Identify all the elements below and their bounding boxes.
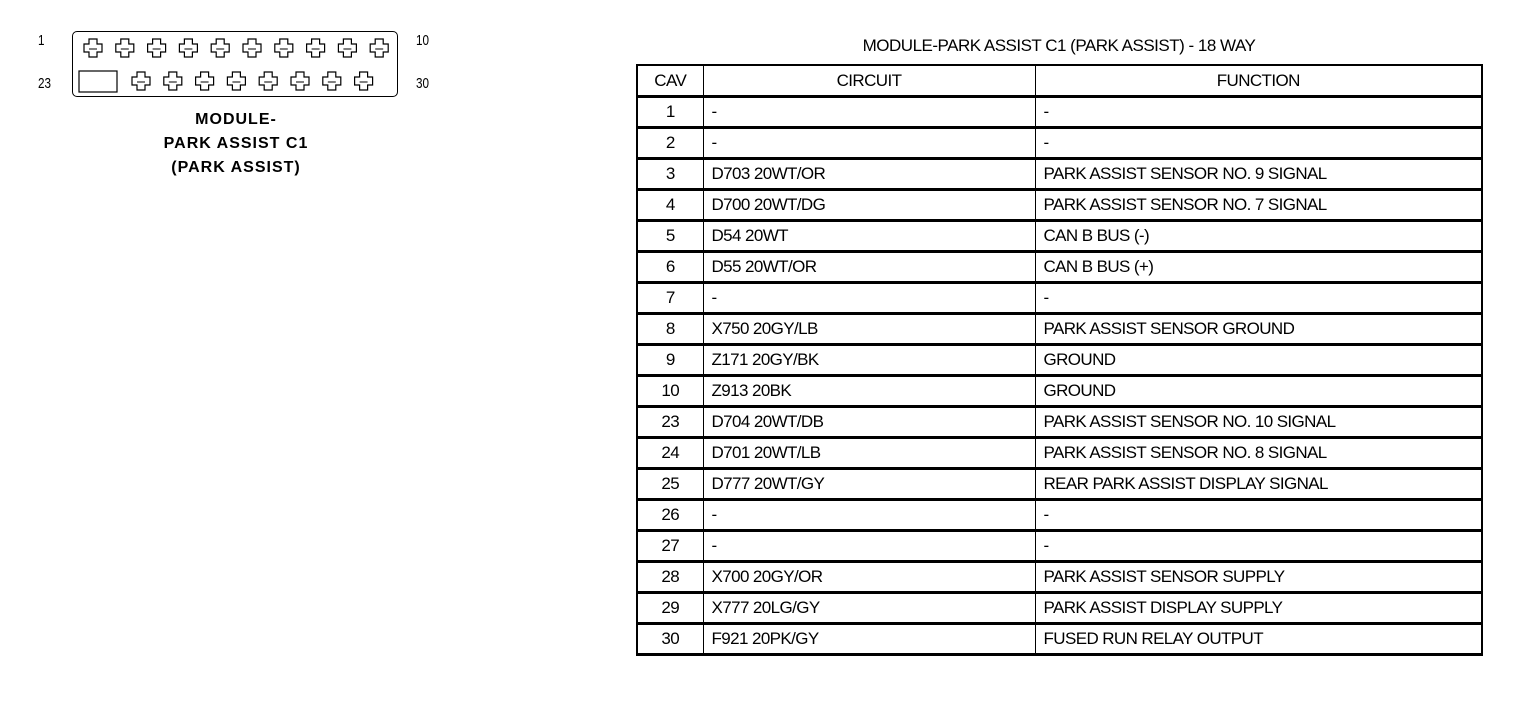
cav-cell: 1 xyxy=(637,97,703,128)
cross-cavity-icon xyxy=(370,39,388,57)
cav-cell: 25 xyxy=(637,469,703,500)
function-cell: - xyxy=(1035,531,1482,562)
caption-line-3: (PARK ASSIST) xyxy=(171,159,301,176)
cross-cavity-icon xyxy=(148,39,166,57)
circuit-cell: D704 20WT/DB xyxy=(703,407,1035,438)
function-cell: PARK ASSIST SENSOR NO. 9 SIGNAL xyxy=(1035,159,1482,190)
cross-cavity-icon xyxy=(243,39,261,57)
table-row xyxy=(637,345,1482,376)
function-cell: CAN B BUS (+) xyxy=(1035,252,1482,283)
cross-cavity-icon xyxy=(355,72,373,90)
cav-cell: 28 xyxy=(637,562,703,593)
function-cell: - xyxy=(1035,283,1482,314)
cross-cavity-icon xyxy=(307,39,325,57)
cav-cell: 3 xyxy=(637,159,703,190)
cross-cavity-icon xyxy=(132,72,150,90)
caption-line-1: MODULE- xyxy=(195,111,277,128)
pinout-table xyxy=(636,64,1483,656)
function-cell: PARK ASSIST SENSOR GROUND xyxy=(1035,314,1482,345)
function-cell: CAN B BUS (-) xyxy=(1035,221,1482,252)
function-cell: PARK ASSIST SENSOR NO. 8 SIGNAL xyxy=(1035,438,1482,469)
cross-cavity-icon xyxy=(323,72,341,90)
cav-cell: 2 xyxy=(637,128,703,159)
pin-label-bottom-left: 23 xyxy=(38,75,52,92)
cav-cell: 9 xyxy=(637,345,703,376)
cav-cell: 10 xyxy=(637,376,703,407)
function-cell: - xyxy=(1035,97,1482,128)
function-cell: - xyxy=(1035,500,1482,531)
circuit-cell: - xyxy=(703,531,1035,562)
cav-cell: 4 xyxy=(637,190,703,221)
function-cell: PARK ASSIST SENSOR NO. 10 SIGNAL xyxy=(1035,407,1482,438)
cross-cavity-icon xyxy=(84,39,102,57)
table-row xyxy=(637,531,1482,562)
table-row xyxy=(637,221,1482,252)
circuit-cell: - xyxy=(703,97,1035,128)
connector-face xyxy=(73,32,399,98)
cav-cell: 5 xyxy=(637,221,703,252)
table-row xyxy=(637,128,1482,159)
pin-label-top-left: 1 xyxy=(38,32,45,49)
table-header-row xyxy=(637,65,1482,97)
pin-label-bottom-right: 30 xyxy=(416,75,430,92)
cross-cavity-icon xyxy=(227,72,245,90)
circuit-cell: X700 20GY/OR xyxy=(703,562,1035,593)
function-cell: PARK ASSIST DISPLAY SUPPLY xyxy=(1035,593,1482,624)
table-row xyxy=(637,252,1482,283)
circuit-cell: D55 20WT/OR xyxy=(703,252,1035,283)
cross-cavity-icon xyxy=(196,72,214,90)
function-cell: GROUND xyxy=(1035,376,1482,407)
function-cell: FUSED RUN RELAY OUTPUT xyxy=(1035,624,1482,655)
table-title: MODULE-PARK ASSIST C1 (PARK ASSIST) - 18 WAY xyxy=(862,36,1256,55)
table-row xyxy=(637,407,1482,438)
circuit-cell: D54 20WT xyxy=(703,221,1035,252)
table-row xyxy=(637,190,1482,221)
cross-cavity-icon xyxy=(259,72,277,90)
table-row xyxy=(637,562,1482,593)
connector-key-icon xyxy=(79,71,117,92)
circuit-cell: - xyxy=(703,283,1035,314)
cav-cell: 26 xyxy=(637,500,703,531)
header-circuit: CIRCUIT xyxy=(703,65,1035,97)
table-row xyxy=(637,624,1482,655)
caption-line-2: PARK ASSIST C1 xyxy=(163,135,309,152)
cav-cell: 24 xyxy=(637,438,703,469)
table-row xyxy=(637,159,1482,190)
cross-cavity-icon xyxy=(164,72,182,90)
circuit-cell: Z913 20BK xyxy=(703,376,1035,407)
cross-cavity-icon xyxy=(211,39,229,57)
cross-cavity-icon xyxy=(338,39,356,57)
cav-cell: 29 xyxy=(637,593,703,624)
function-cell: PARK ASSIST SENSOR SUPPLY xyxy=(1035,562,1482,593)
cav-cell: 7 xyxy=(637,283,703,314)
table-row xyxy=(637,314,1482,345)
circuit-cell: X750 20GY/LB xyxy=(703,314,1035,345)
function-cell: GROUND xyxy=(1035,345,1482,376)
pin-label-top-right: 10 xyxy=(416,32,430,49)
function-cell: REAR PARK ASSIST DISPLAY SIGNAL xyxy=(1035,469,1482,500)
header-function: FUNCTION xyxy=(1035,65,1482,97)
table-row xyxy=(637,376,1482,407)
table-row xyxy=(637,593,1482,624)
cav-cell: 27 xyxy=(637,531,703,562)
circuit-cell: D701 20WT/LB xyxy=(703,438,1035,469)
table-row xyxy=(637,469,1482,500)
table-row xyxy=(637,438,1482,469)
function-cell: PARK ASSIST SENSOR NO. 7 SIGNAL xyxy=(1035,190,1482,221)
table-row xyxy=(637,500,1482,531)
function-cell: - xyxy=(1035,128,1482,159)
circuit-cell: D777 20WT/GY xyxy=(703,469,1035,500)
cross-cavity-icon xyxy=(116,39,134,57)
table-row xyxy=(637,97,1482,128)
circuit-cell: X777 20LG/GY xyxy=(703,593,1035,624)
circuit-cell: D703 20WT/OR xyxy=(703,159,1035,190)
connector-housing xyxy=(72,31,398,97)
cross-cavity-icon xyxy=(179,39,197,57)
connector-caption xyxy=(136,108,336,180)
cav-cell: 30 xyxy=(637,624,703,655)
cross-cavity-icon xyxy=(291,72,309,90)
circuit-cell: - xyxy=(703,500,1035,531)
header-cav: CAV xyxy=(637,65,703,97)
circuit-cell: - xyxy=(703,128,1035,159)
circuit-cell: F921 20PK/GY xyxy=(703,624,1035,655)
circuit-cell: D700 20WT/DG xyxy=(703,190,1035,221)
cav-cell: 8 xyxy=(637,314,703,345)
cav-cell: 6 xyxy=(637,252,703,283)
circuit-cell: Z171 20GY/BK xyxy=(703,345,1035,376)
table-row xyxy=(637,283,1482,314)
cross-cavity-icon xyxy=(275,39,293,57)
cav-cell: 23 xyxy=(637,407,703,438)
